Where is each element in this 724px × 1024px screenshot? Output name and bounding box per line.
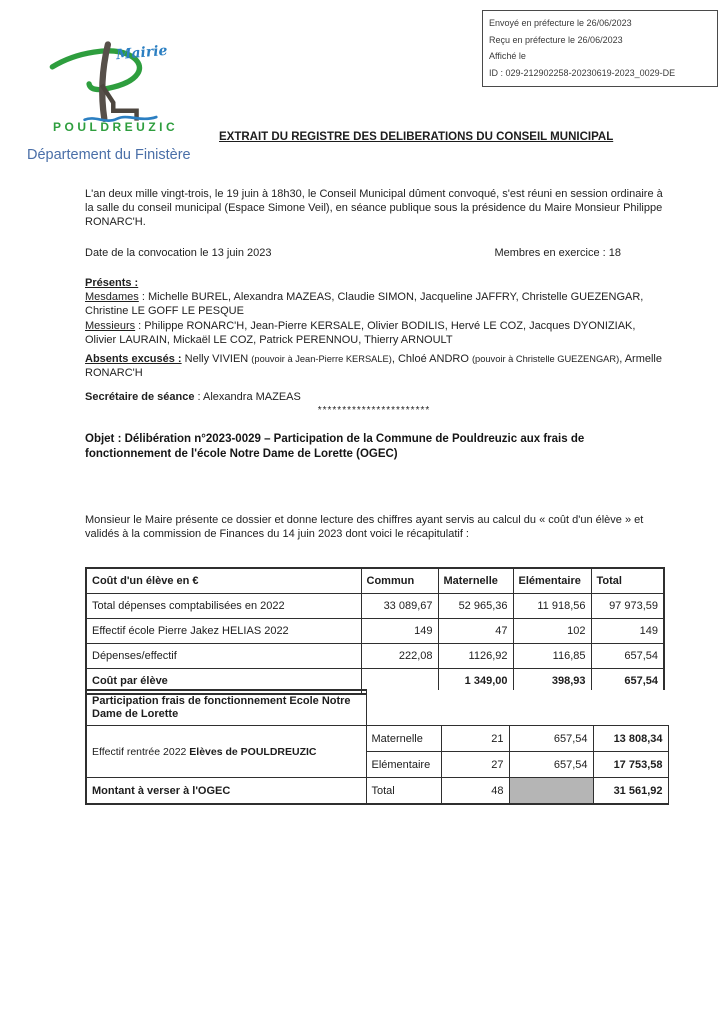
table-total-row	[86, 778, 668, 805]
absent-proxy: (pouvoir à Christelle GUEZENGAR)	[471, 354, 620, 364]
table-cell: 116,85	[513, 644, 591, 669]
objet-heading: Objet : Délibération n°2023-0029 – Participation de la Commune de Pouldreuzic aux frais de fonctionnement de l'école Notre Dame de Lorette (OGEC)	[85, 433, 585, 460]
secretary-label: Secrétaire de séance	[85, 391, 195, 403]
table-row	[86, 726, 668, 752]
absent-proxy: (pouvoir à Jean-Pierre KERSALE)	[251, 354, 392, 364]
participation-header-cell: Participation frais de fonctionnement Ecole Notre Dame de Lorette	[86, 690, 366, 726]
messieurs-names: : Philippe RONARC'H, Jean-Pierre KERSALE, Olivier BODILIS, Hervé LE COZ, Jacques DYONIZIAK, Olivier LAURAIN, Mickaël LE COZ, Patrick PERENNOU, Thierry ARNOULT	[85, 319, 636, 346]
effectif-commune-text: Elèves de POULDREUZIC	[189, 745, 317, 758]
mesdames-names: : Michelle BUREL, Alexandra MAZEAS, Claudie SIMON, Jacqueline JAFFRY, Christelle GUEZENGAR, Christine LE GOFF LE PESQUE	[85, 291, 644, 318]
amount-cell: 31 561,92	[593, 778, 668, 805]
session-intro-paragraph: L'an deux mille vingt-trois, le 19 juin à 18h30, le Conseil Municipal dûment convoqué, s'est réuni en session ordinaire à la salle du conseil municipal (Espace Simone Veil), en séance publique sous la présidence du Maire Monsieur Philippe RONARC'H.	[85, 188, 663, 229]
absents-section	[85, 352, 663, 380]
mayor-presentation-paragraph: Monsieur le Maire présente ce dossier et donne lecture des chiffres ayant servis au calcul du « coût d'un élève » et validés à la commission de Finances du 14 juin 2023 dont voici le récapitulatif :	[85, 514, 644, 541]
mesdames-line	[85, 290, 663, 318]
absent-name: Nelly VIVIEN	[181, 353, 252, 365]
empty-open-area	[366, 690, 668, 726]
table-cell: 149	[591, 619, 664, 644]
effectif-label-cell	[86, 726, 366, 778]
secretary-line	[85, 390, 663, 404]
table-cell: Effectif école Pierre Jakez HELIAS 2022	[86, 619, 361, 644]
amount-cell: 17 753,58	[593, 752, 668, 778]
convocation-row	[85, 246, 663, 260]
table-cell: Dépenses/effectif	[86, 644, 361, 669]
table-cell: 657,54	[591, 669, 664, 695]
absent-name: , Chloé ANDRO	[391, 353, 472, 365]
mesdames-label: Mesdames	[85, 291, 139, 304]
table-cell: 1126,92	[438, 644, 513, 669]
table-row	[86, 644, 664, 669]
table-cell: 11 918,56	[513, 594, 591, 619]
logo-commune-text: POULDREUZIC	[53, 120, 179, 134]
presents-section	[85, 276, 663, 347]
table-header-cell: Elémentaire	[513, 568, 591, 594]
count-cell: 48	[441, 778, 509, 805]
table-cell: Coût par élève	[86, 669, 361, 695]
count-cell: 21	[441, 726, 509, 752]
absents-label: Absents excusés :	[85, 353, 182, 365]
effectif-text: Effectif rentrée 2022	[92, 745, 190, 758]
total-label-cell: Montant à verser à l'OGEC	[86, 778, 366, 805]
table-cell: 657,54	[591, 644, 664, 669]
rate-cell: 657,54	[509, 726, 593, 752]
level-cell: Total	[366, 778, 441, 805]
ogec-participation-table	[85, 689, 669, 805]
table-header-cell: Maternelle	[438, 568, 513, 594]
table-cell: 1 349,00	[438, 669, 513, 695]
logo-mairie-text: Mairie	[115, 42, 169, 64]
stamp-received-line: Reçu en préfecture le 26/06/2023	[489, 34, 623, 45]
rate-cell: 657,54	[509, 752, 593, 778]
members-in-office: Membres en exercice : 18	[494, 247, 621, 259]
table-row	[86, 594, 664, 619]
department-label: Département du Finistère	[27, 147, 191, 163]
count-cell: 27	[441, 752, 509, 778]
table-cell: 398,93	[513, 669, 591, 695]
asterisk-separator: ***********************	[317, 405, 431, 416]
table-cell: 47	[438, 619, 513, 644]
stamp-posted-line: Affiché le	[489, 51, 526, 61]
document-title: EXTRAIT DU REGISTRE DES DELIBERATIONS DU CONSEIL MUNICIPAL	[219, 131, 614, 143]
table-header-cell: Commun	[361, 568, 438, 594]
table-row	[86, 619, 664, 644]
absent-name: , Armelle RONARC'H	[85, 353, 662, 380]
prefecture-stamp-box	[482, 10, 718, 87]
cost-per-pupil-table	[85, 567, 665, 695]
table-cell: 52 965,36	[438, 594, 513, 619]
table-header-cell: Total	[591, 568, 664, 594]
table-cell: 222,08	[361, 644, 438, 669]
table-cell: Total dépenses comptabilisées en 2022	[86, 594, 361, 619]
convocation-date: Date de la convocation le 13 juin 2023	[85, 247, 272, 259]
presents-heading: Présents :	[85, 277, 139, 289]
table-header-cell: Coût d'un élève en €	[86, 568, 361, 594]
secretary-name: : Alexandra MAZEAS	[194, 391, 301, 403]
stamp-id-line: ID : 029-212902258-20230619-2023_0029-DE	[489, 67, 676, 78]
table-header-row	[86, 690, 668, 726]
amount-cell: 13 808,34	[593, 726, 668, 752]
shaded-empty-cell	[509, 778, 593, 805]
table-cell: 33 089,67	[361, 594, 438, 619]
messieurs-line	[85, 319, 663, 347]
level-cell: Maternelle	[366, 726, 441, 752]
table-cell: 102	[513, 619, 591, 644]
table-cell: 97 973,59	[591, 594, 664, 619]
level-cell: Elémentaire	[366, 752, 441, 778]
messieurs-label: Messieurs	[85, 319, 136, 332]
table-cell: 149	[361, 619, 438, 644]
table-header-row	[86, 568, 664, 594]
stamp-sent-line: Envoyé en préfecture le 26/06/2023	[489, 18, 632, 28]
